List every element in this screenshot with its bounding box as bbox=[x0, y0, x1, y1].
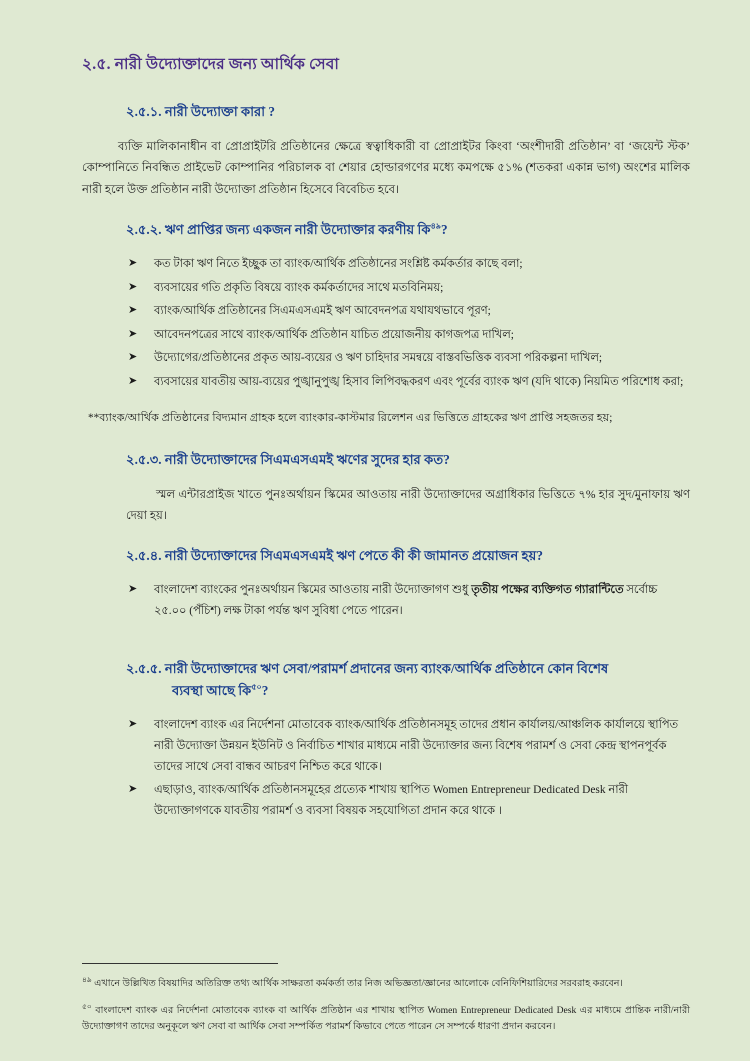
footnote-50 bbox=[82, 1001, 690, 1035]
footnote-49-text: এখানে উল্লিখিত বিষয়াদির অতিরিক্ত তথ্য আর্থিক সাক্ষরতা কর্মকর্তা তার নিজ অভিজ্ঞতা/জ্ঞানের আলোকে বেনিফিশিয়ারিদের সরবরাহ করবেন। bbox=[91, 977, 623, 989]
list-item-text: ব্যবসায়ের যাবতীয় আয়-ব্যয়ের পুঙ্খানুপুঙ্খ হিসাব লিপিবদ্ধকরণ এবং পূর্বের ব্যাংক ঋণ (যদি থাকে) নিয়মিত পরিশোধ করা; bbox=[154, 375, 684, 388]
arrow-bullet-icon: ➤ bbox=[128, 351, 138, 364]
list-2-5-2 bbox=[82, 254, 690, 392]
paragraph-2-5-3: স্মল এন্টারপ্রাইজ খাতে পুনঃঅর্থায়ন স্কিমের আওতায় নারী উদ্যোক্তাদের অগ্রাধিকার ভিত্তিতে ৭% হার সুদ/মুনাফায় ঋণ দেয়া হয়। bbox=[126, 487, 690, 522]
arrow-bullet-icon: ➤ bbox=[128, 718, 138, 731]
heading-2-5-5-footnote-marker: ৫০ bbox=[251, 683, 262, 693]
heading-2-5-2-footnote-marker: ৪৯ bbox=[430, 221, 441, 231]
footnote-50-marker: ৫০ bbox=[82, 1002, 92, 1012]
footnote-50-text-a: বাংলাদেশ ব্যাংক এর নির্দেশনা মোতাবেক ব্যাংক বা আর্থিক প্রতিষ্ঠান এর শাখায় স্থাপিত bbox=[91, 1005, 428, 1017]
list-item bbox=[126, 580, 690, 621]
list-item-text-latin: Women Entrepreneur Dedicated Desk bbox=[432, 784, 606, 797]
list-item-text-a: বাংলাদেশ ব্যাংকের পুনঃঅর্থায়ন স্কিমের আওতায় নারী উদ্যোক্তাগণ শুধু bbox=[154, 584, 472, 597]
list-item bbox=[126, 715, 690, 777]
list-2-5-4 bbox=[82, 580, 690, 621]
spacer bbox=[82, 637, 690, 659]
list-item-text: উদ্যোগের/প্রতিষ্ঠানের প্রকৃত আয়-ব্যয়ের ও ঋণ চাহিদার সমন্বয়ে বাস্তবভিত্তিক ব্যবসা পরিকল্পনা দাখিল; bbox=[154, 352, 603, 365]
arrow-bullet-icon: ➤ bbox=[128, 327, 138, 340]
heading-2-5-2-text: ২.৫.২. ঋণ প্রাপ্তির জন্য একজন নারী উদ্যোক্তার করণীয় কি bbox=[126, 222, 431, 238]
arrow-bullet-icon: ➤ bbox=[128, 280, 138, 293]
list-item bbox=[126, 301, 690, 322]
footnote-50-text-latin: Women Entrepreneur Dedicated Desk bbox=[427, 1005, 577, 1017]
footnote-49 bbox=[82, 974, 690, 992]
heading-2-5-5-suffix: ? bbox=[261, 683, 269, 699]
list-item-text-b: নারী উদ্যোক্তাগণকে যাবতীয় পরামর্শ ও ব্যবসা বিষয়ক সহযোগিতা প্রদান করে থাকে । bbox=[154, 784, 629, 817]
list-item-text: বাংলাদেশ ব্যাংক এর নির্দেশনা মোতাবেক ব্যাংক/আর্থিক প্রতিষ্ঠানসমূহ তাদের প্রধান কার্যালয়/আঞ্চলিক কার্যালয়ে স্থাপিত নারী উদ্যোক্তা উন্নয়ন ইউনিট ও নির্বাচিত শাখার মাধ্যমে নারী উদ্যোক্তার জন্য বিশেষ পরামর্শ ও সেবা কেন্দ্র স্থাপনপূর্বক তাদের সাথে সেবা বান্ধব আচরণ নিশ্চিত করে থাকে। bbox=[154, 719, 679, 773]
list-item bbox=[126, 325, 690, 346]
heading-2-5-5 bbox=[82, 659, 690, 703]
page-title: ২.৫. নারী উদ্যোক্তাদের জন্য আর্থিক সেবা bbox=[82, 56, 340, 73]
arrow-bullet-icon: ➤ bbox=[128, 304, 138, 317]
paragraph-2-5-1: ব্যক্তি মালিকানাধীন বা প্রোপ্রাইটরি প্রতিষ্ঠানের ক্ষেত্রে স্বত্বাধিকারী বা প্রোপ্রাইটর কিংবা ‘অংশীদারী প্রতিষ্ঠান’ বা ‘জয়েন্ট স্টক’ কোম্পানিতে নিবন্ধিত প্রাইভেট কোম্পানির পরিচালক বা শেয়ার হোল্ডারগণের মধ্যে কমপক্ষে ৫১% (শতকরা একান্ন ভাগ) অংশের মালিক নারী হলে উক্ত প্রতিষ্ঠান নারী উদ্যোক্তা প্রতিষ্ঠান হিসেবে বিবেচিত হবে। bbox=[82, 140, 690, 196]
list-2-5-5 bbox=[82, 715, 690, 821]
list-item-text: ব্যবসায়ের গতি প্রকৃতি বিষয়ে ব্যাংক কর্মকর্তাদের সাথে মতবিনিময়; bbox=[154, 281, 444, 294]
heading-2-5-1: ২.৫.১. নারী উদ্যোক্তা কারা ? bbox=[126, 104, 275, 119]
list-item bbox=[126, 278, 690, 299]
heading-2-5-5-line1: ২.৫.৫. নারী উদ্যোক্তাদের ঋণ সেবা/পরামর্শ প্রদানের জন্য ব্যাংক/আর্থিক প্রতিষ্ঠানে কোন বিশেষ bbox=[126, 661, 609, 677]
list-item bbox=[126, 348, 690, 369]
list-item bbox=[126, 372, 690, 393]
note-2-5-2: **ব্যাংক/আর্থিক প্রতিষ্ঠানের বিদ্যমান গ্রাহক হলে ব্যাংকার-কাস্টমার রিলেশন এর ভিত্তিতে গ্রাহকের ঋণ প্রাপ্তি সহজতর হয়; bbox=[88, 411, 613, 424]
heading-2-5-4: ২.৫.৪. নারী উদ্যোক্তাদের সিএমএসএমই ঋণ পেতে কী কী জামানত প্রয়োজন হয়? bbox=[126, 548, 543, 564]
footnote-50-text-b: এর মাধ্যমে প্রান্তিক নারী/নারী উদ্যোক্তাগণ তাদের অনুকূলে ঋণ সেবা বা আর্থিক সেবা সম্পর্কিত পরামর্শ কিভাবে পেতে পারেন সে সম্পর্কে ধারণা প্রদান করবেন। bbox=[82, 1005, 691, 1033]
heading-2-5-2 bbox=[82, 220, 690, 242]
arrow-bullet-icon: ➤ bbox=[128, 583, 138, 596]
footnote-divider bbox=[82, 963, 278, 964]
list-item-text: কত টাকা ঋণ নিতে ইচ্ছুক তা ব্যাংক/আর্থিক প্রতিষ্ঠানের সংশ্লিষ্ট কর্মকর্তার কাছে বলা; bbox=[154, 258, 523, 271]
list-item bbox=[126, 254, 690, 275]
list-item-text: ব্যাংক/আর্থিক প্রতিষ্ঠানের সিএমএসএমই ঋণ আবেদনপত্র যথাযথভাবে পূরণ; bbox=[154, 305, 491, 318]
list-item-text-b: সর্বোচ্চ ২৫.০০ (পঁচিশ) লক্ষ টাকা পর্যন্ত ঋণ সুবিধা পেতে পারেন। bbox=[154, 584, 658, 617]
arrow-bullet-icon: ➤ bbox=[128, 783, 138, 796]
footnote-49-marker: ৪৯ bbox=[82, 974, 92, 984]
heading-2-5-3: ২.৫.৩. নারী উদ্যোক্তাদের সিএমএসএমই ঋণের সুদের হার কত? bbox=[126, 451, 450, 467]
list-item bbox=[126, 780, 690, 821]
list-item-text-highlight: তৃতীয় পক্ষের ব্যক্তিগত গ্যারান্টিতে bbox=[471, 584, 624, 597]
list-item-text: আবেদনপত্রের সাথে ব্যাংক/আর্থিক প্রতিষ্ঠান যাচিত প্রয়োজনীয় কাগজপত্র দাখিল; bbox=[154, 328, 514, 341]
arrow-bullet-icon: ➤ bbox=[128, 257, 138, 270]
arrow-bullet-icon: ➤ bbox=[128, 374, 138, 387]
footnotes-section bbox=[82, 963, 690, 1039]
heading-2-5-5-line2 bbox=[126, 681, 690, 703]
heading-2-5-2-suffix: ? bbox=[440, 222, 448, 238]
heading-2-5-5-cont-text: ব্যবস্থা আছে কি bbox=[172, 683, 252, 699]
list-item-text-a: এছাড়াও, ব্যাংক/আর্থিক প্রতিষ্ঠানসমূহের প্রত্যেক শাখায় স্থাপিত bbox=[154, 784, 433, 797]
